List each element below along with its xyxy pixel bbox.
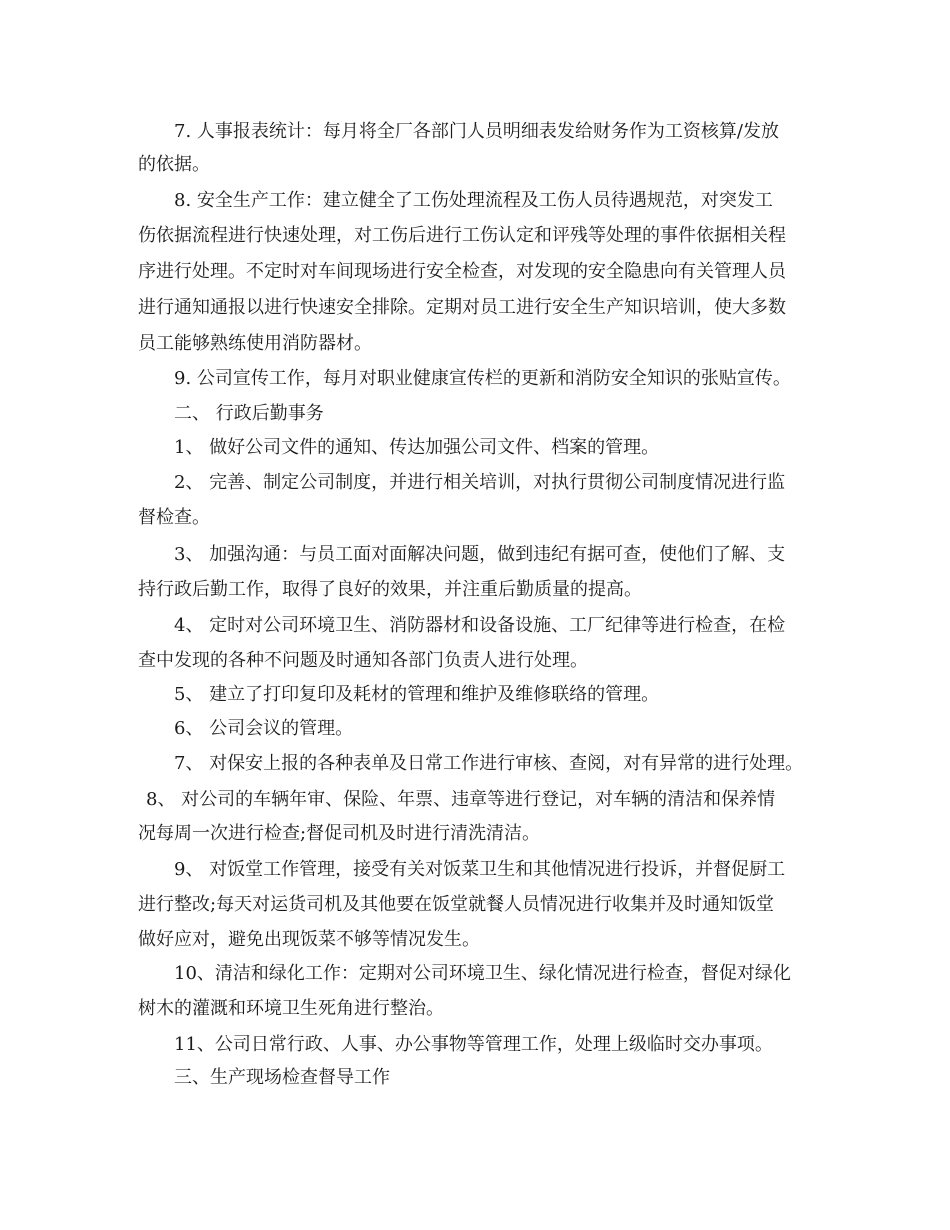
text-line: 做好应对，避免出现饭菜不够等情况发生。 xyxy=(138,929,480,950)
text-line: 8. 安全生产工作：建立健全了工伤处理流程及工伤人员待遇规范，对突发工 xyxy=(174,190,773,211)
text-line: 3、 加强沟通：与员工面对面解决问题，做到违纪有据可查，使他们了解、支 xyxy=(174,544,786,565)
section-heading: 二、 行政后勤事务 xyxy=(174,403,324,424)
text-line: 查中发现的各种不问题及时通知各部门负责人进行处理。 xyxy=(138,650,588,671)
text-line: 持行政后勤工作，取得了良好的效果，并注重后勤质量的提高。 xyxy=(138,579,642,600)
text-line: 树木的灌溉和环境卫生死角进行整治。 xyxy=(138,998,444,1019)
text-line: 进行通知通报以进行快速安全排除。定期对员工进行安全生产知识培训，使大多数 xyxy=(138,297,786,318)
text-line: 11、公司日常行政、人事、办公事物等管理工作，处理上级临时交办事项。 xyxy=(174,1034,773,1055)
text-line: 5、 建立了打印复印及耗材的管理和维护及维修联络的管理。 xyxy=(174,684,660,705)
section-heading: 三、生产现场检查督导工作 xyxy=(174,1067,390,1088)
text-line: 9、 对饭堂工作管理，接受有关对饭菜卫生和其他情况进行投诉，并督促厨工 xyxy=(174,859,786,880)
text-line: 序进行处理。不定时对车间现场进行安全检查，对发现的安全隐患向有关管理人员 xyxy=(138,261,786,282)
text-line: 7. 人事报表统计：每月将全厂各部门人员明细表发给财务作为工资核算/发放 xyxy=(174,121,779,142)
text-line: 况每周一次进行检查;督促司机及时进行清洗清洁。 xyxy=(138,823,541,844)
text-line: 10、清洁和绿化工作：定期对公司环境卫生、绿化情况进行检查，督促对绿化 xyxy=(174,963,791,984)
text-line: 7、 对保安上报的各种表单及日常工作进行审核、查阅，对有异常的进行处理。 xyxy=(174,753,804,774)
text-line: 4、 定时对公司环境卫生、消防器材和设备设施、工厂纪律等进行检查，在检 xyxy=(174,615,786,636)
text-line: 1、 做好公司文件的通知、传达加强公司文件、档案的管理。 xyxy=(174,437,660,458)
text-line: 2、 完善、制定公司制度，并进行相关培训，对执行贯彻公司制度情况进行监 xyxy=(174,472,786,493)
text-line: 6、 公司会议的管理。 xyxy=(174,718,354,739)
text-line: 8、 对公司的车辆年审、保险、年票、违章等进行登记，对车辆的清洁和保养情 xyxy=(146,789,776,810)
text-line: 9. 公司宣传工作，每月对职业健康宣传栏的更新和消防安全知识的张贴宣传。 xyxy=(174,368,791,389)
text-line: 督检查。 xyxy=(138,507,210,528)
text-line: 进行整改;每天对运货司机及其他要在饭堂就餐人员情况进行收集并及时通知饭堂 xyxy=(138,894,775,915)
text-line: 员工能够熟练使用消防器材。 xyxy=(138,333,372,354)
text-line: 伤依据流程进行快速处理，对工伤后进行工伤认定和评残等处理的事件依据相关程 xyxy=(138,225,786,246)
text-line: 的依据。 xyxy=(138,154,210,175)
